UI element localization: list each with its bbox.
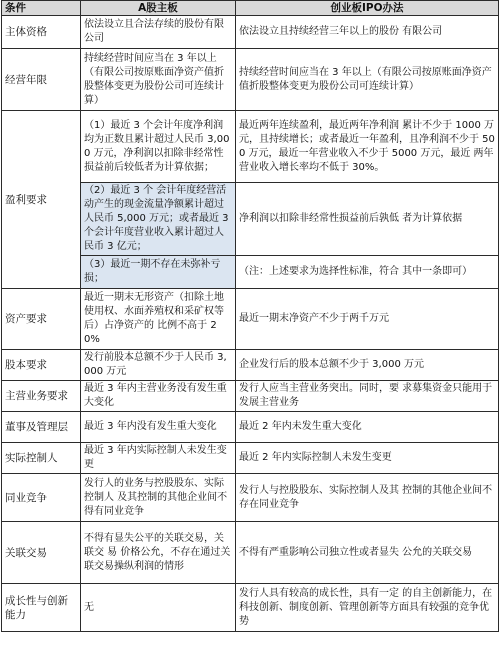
condition-cell: 盈利要求	[2, 111, 81, 289]
table-row	[2, 49, 499, 111]
table-row	[2, 381, 499, 412]
table-row	[2, 584, 499, 632]
main-board-cell: 不得有显失公平的关联交易，关联交 易 价格公允，不存在通过关联交易操纵利润的情形	[81, 522, 236, 584]
header-gem: 创业板IPO办法	[236, 1, 499, 16]
table-row	[2, 350, 499, 381]
main-board-cell: 无	[81, 584, 236, 632]
gem-cell: 依法设立且持续经营三年以上的股份 有限公司	[236, 16, 499, 49]
condition-cell: 关联交易	[2, 522, 81, 584]
table-row	[2, 111, 499, 183]
header-main-board: A股主板	[81, 1, 236, 16]
gem-cell: 发行人与控股股东、实际控制人及其 控制的其他企业间不存在同业竞争	[236, 474, 499, 522]
table-row	[2, 289, 499, 350]
header-row	[2, 1, 499, 16]
main-board-cell: 最近一期末无形资产（扣除土地使用权、水面养殖权和采矿权等后）占净资产的 比例不高于 20%	[81, 289, 236, 350]
gem-cell: 最近一期末净资产不少于两千万元	[236, 289, 499, 350]
gem-cell: 不得有严重影响公司独立性或者显失 公允的关联交易	[236, 522, 499, 584]
gem-cell: 最近 2 年内未发生重大变化	[236, 412, 499, 443]
condition-cell: 主营业务要求	[2, 381, 81, 412]
condition-cell: 主体资格	[2, 16, 81, 49]
gem-cell: 最近两年连续盈利，最近两年净利润 累计不少于 1000 万元，且持续增长；或者最近一年盈利，且净利润不少于 500 万元，最近一年营业收入不少于 5000 万元，最近 两年营业收入增长率均不低于 30%。	[236, 111, 499, 183]
header-condition: 条件	[2, 1, 81, 16]
table-row	[2, 443, 499, 474]
main-board-cell: 依法设立且合法存续的股份有限公司	[81, 16, 236, 49]
gem-cell: 企业发行后的股本总额不少于 3,000 万元	[236, 350, 499, 381]
table-row	[2, 522, 499, 584]
table-row	[2, 412, 499, 443]
condition-cell: 董事及管理层	[2, 412, 81, 443]
condition-cell: 资产要求	[2, 289, 81, 350]
gem-cell: 发行人应当主营业务突出。同时，要 求募集资金只能用于发展主营业务	[236, 381, 499, 412]
condition-cell: 成长性与创新能力	[2, 584, 81, 632]
main-board-cell: 最近 3 年内没有发生重大变化	[81, 412, 236, 443]
main-board-cell: 最近 3 年内主营业务没有发生重大变化	[81, 381, 236, 412]
main-board-cell: （2）最近 3 个 会计年度经营活动产生的现金流量净额累计超过人民币 5,000 万元；或者最近 3 个会计年度营业收入累计超过人民币 3 亿元；	[81, 183, 236, 256]
main-board-cell: 发行前股本总额不少于人民币 3,000 万元	[81, 350, 236, 381]
condition-cell: 股本要求	[2, 350, 81, 381]
main-board-cell: 持续经营时间应当在 3 年以上（有限公司按原账面净资产值折股整体变更为股份公司可连续计算）	[81, 49, 236, 111]
gem-cell: 持续经营时间应当在 3 年以上（有限公司按原账面净资产值折股整体变更为股份公司可连续计算）	[236, 49, 499, 111]
gem-cell: 净利润以扣除非经常性损益前后孰低 者为计算依据	[236, 183, 499, 256]
table-row	[2, 474, 499, 522]
main-board-cell: 最近 3 年内实际控制人未发生变更	[81, 443, 236, 474]
gem-cell: 发行人具有较高的成长性，具有一定 的自主创新能力，在科技创新、制度创新、管理创新等方面具有较强的竞争优势	[236, 584, 499, 632]
gem-cell: 最近 2 年内实际控制人未发生变更	[236, 443, 499, 474]
condition-cell: 同业竞争	[2, 474, 81, 522]
main-board-cell: （3）最近一期不存在未弥补亏损；	[81, 256, 236, 289]
table-row	[2, 16, 499, 49]
condition-cell: 经营年限	[2, 49, 81, 111]
condition-cell: 实际控制人	[2, 443, 81, 474]
ipo-comparison-table	[1, 0, 499, 632]
gem-cell: （注：上述要求为选择性标准，符合 其中一条即可）	[236, 256, 499, 289]
main-board-cell: （1）最近 3 个会计年度净利润均为正数且累计超过人民币 3,000 万元，净利润以扣除非经常性损益前后较低者为计算依据；	[81, 111, 236, 183]
main-board-cell: 发行人的业务与控股股东、实际控制人 及其控制的其他企业间不得有同业竞争	[81, 474, 236, 522]
